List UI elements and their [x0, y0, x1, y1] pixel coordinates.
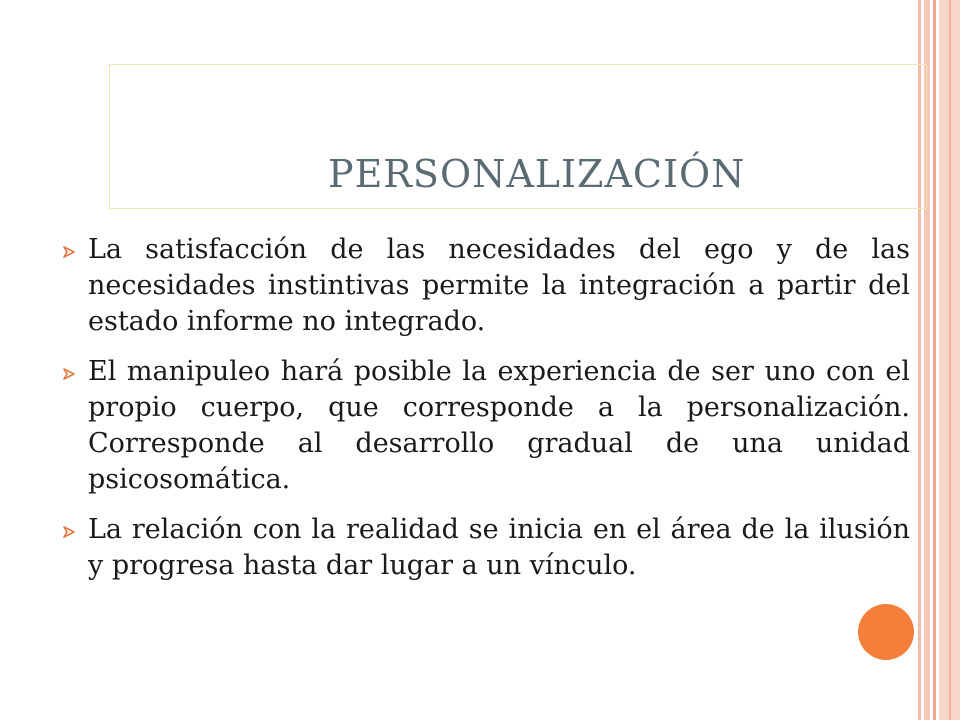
accent-circle: [858, 604, 914, 660]
bullet-text: La satisfacción de las necesidades del ego y de las necesidades instintivas permite la integración a partir del estado informe no integrado.: [88, 234, 910, 337]
bullet-list: [62, 232, 912, 584]
arrow-bullet-icon: [62, 367, 76, 381]
bullet-text: El manipuleo hará posible la experiencia de ser uno con el propio cuerpo, que corresponde a la personalización. Corresponde al desarrollo gradual de una unidad psicosomática.: [88, 356, 910, 495]
arrow-bullet-icon: [62, 525, 76, 539]
bullet-item: [62, 512, 912, 584]
bullet-text: La relación con la realidad se inicia en el área de la ilusión y progresa hasta dar lugar a un vínculo.: [88, 514, 910, 581]
bullet-item: [62, 354, 912, 498]
slide-title: PERSONALIZACIÓN: [328, 152, 746, 196]
arrow-bullet-icon: [62, 245, 76, 259]
decorative-stripe: [949, 0, 951, 720]
decorative-stripe: [933, 0, 936, 720]
bullet-item: [62, 232, 912, 340]
